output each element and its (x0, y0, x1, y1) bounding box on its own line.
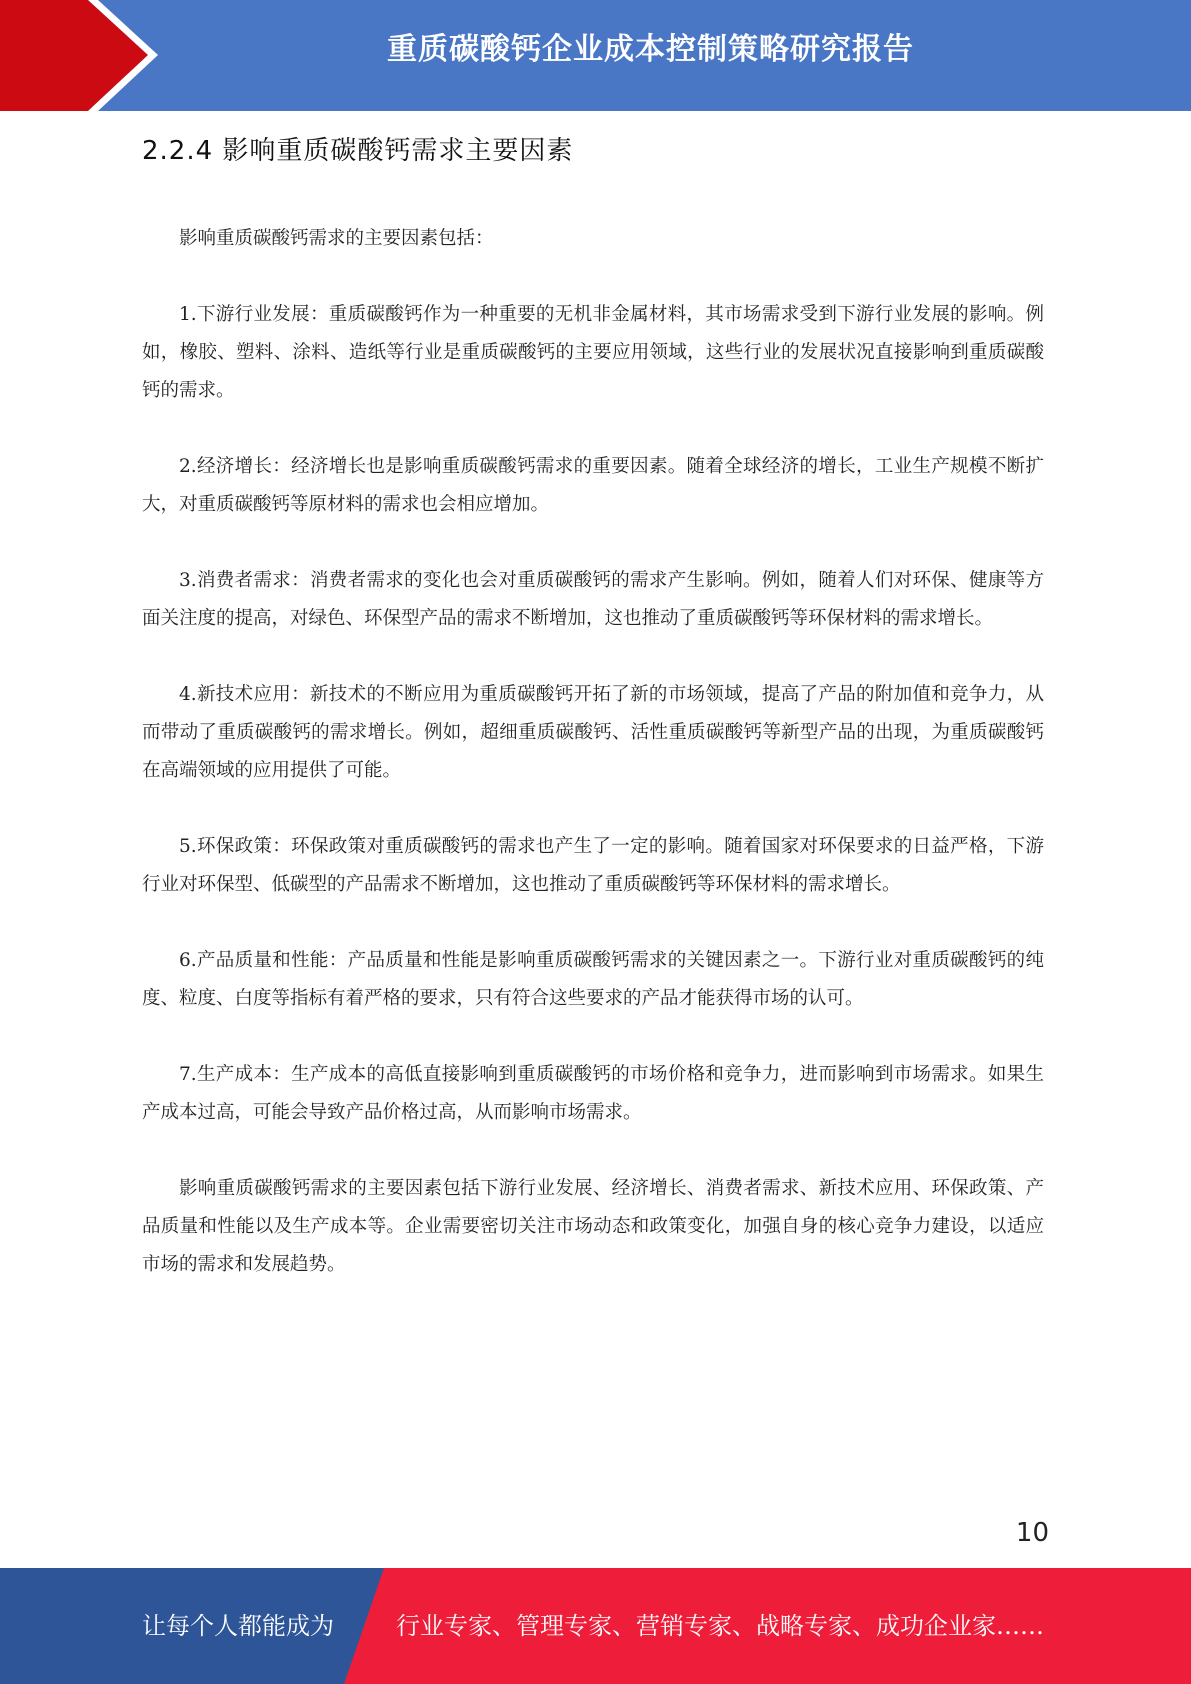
page-number: 10 (1015, 1518, 1049, 1548)
paragraph-factor-6: 6.产品质量和性能：产品质量和性能是影响重质碳酸钙需求的关键因素之一。下游行业对重质碳酸钙的纯度、粒度、白度等指标有着严格的要求，只有符合这些要求的产品才能获得市场的认可。 (142, 950, 1044, 1009)
header-red-block (0, 0, 148, 111)
header-arrow-decoration (0, 0, 160, 111)
paragraph-factor-1: 1.下游行业发展：重质碳酸钙作为一种重要的无机非金属材料，其市场需求受到下游行业发展的影响。例如，橡胶、塑料、涂料、造纸等行业是重质碳酸钙的主要应用领域，这些行业的发展状况直接影响到重质碳酸钙的需求。 (142, 304, 1044, 401)
paragraph-factor-5: 5.环保政策：环保政策对重质碳酸钙的需求也产生了一定的影响。随着国家对环保要求的日益严格，下游行业对环保型、低碳型的产品需求不断增加，这也推动了重质碳酸钙等环保材料的需求增长。 (142, 836, 1044, 895)
page-footer (0, 1568, 1191, 1684)
paragraph-intro: 影响重质碳酸钙需求的主要因素包括： (179, 228, 494, 249)
paragraph-factor-7: 7.生产成本：生产成本的高低直接影响到重质碳酸钙的市场价格和竞争力，进而影响到市场需求。如果生产成本过高，可能会导致产品价格过高，从而影响市场需求。 (142, 1064, 1044, 1123)
paragraph-factor-4: 4.新技术应用：新技术的不断应用为重质碳酸钙开拓了新的市场领域，提高了产品的附加值和竞争力，从而带动了重质碳酸钙的需求增长。例如，超细重质碳酸钙、活性重质碳酸钙等新型产品的出现，为重质碳酸钙在高端领域的应用提供了可能。 (142, 684, 1044, 781)
paragraph-summary: 影响重质碳酸钙需求的主要因素包括下游行业发展、经济增长、消费者需求、新技术应用、环保政策、产品质量和性能以及生产成本等。企业需要密切关注市场动态和政策变化，加强自身的核心竞争力建设，以适应市场的需求和发展趋势。 (142, 1178, 1044, 1275)
footer-slogan-right: 行业专家、管理专家、营销专家、战略专家、成功企业家…… (396, 1612, 1044, 1640)
report-title: 重质碳酸钙企业成本控制策略研究报告 (387, 32, 914, 67)
paragraph-factor-3: 3.消费者需求：消费者需求的变化也会对重质碳酸钙的需求产生影响。例如，随着人们对环保、健康等方面关注度的提高，对绿色、环保型产品的需求不断增加，这也推动了重质碳酸钙等环保材料的需求增长。 (142, 570, 1044, 629)
page-header (0, 0, 1191, 111)
section-heading: 2.2.4 影响重质碳酸钙需求主要因素 (142, 136, 574, 166)
body-text (142, 220, 1044, 1284)
footer-slogan-left: 让每个人都能成为 (142, 1612, 334, 1640)
paragraph-factor-2: 2.经济增长：经济增长也是影响重质碳酸钙需求的重要因素。随着全球经济的增长，工业生产规模不断扩大，对重质碳酸钙等原材料的需求也会相应增加。 (142, 456, 1044, 515)
